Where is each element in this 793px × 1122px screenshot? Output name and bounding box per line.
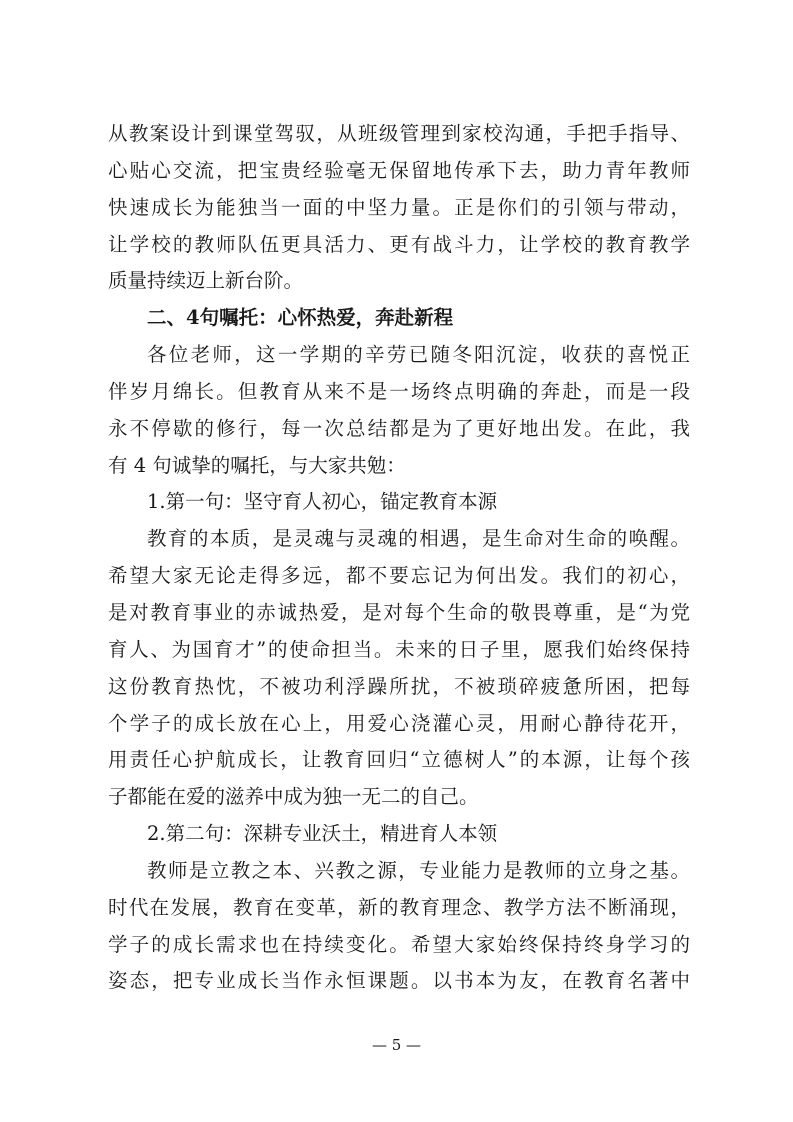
subsection-heading: 1.第一句：坚守育人初心，锚定教育本源: [147, 490, 498, 514]
text-line: 子都能在爱的滋养中成为独一无二的自己。: [108, 785, 479, 809]
text-line: 快速成长为能独当一面的中坚力量。正是你们的引领与带动，: [108, 195, 690, 219]
text-line: 希望大家无论走得多远，都不要忘记为何出发。我们的初心，: [108, 564, 690, 588]
text-line: 姿态，把专业成长当作永恒课题。以书本为友，在教育名著中: [108, 969, 690, 993]
text-line: 育人、为国育才”的使命担当。未来的日子里，愿我们始终保持: [108, 637, 690, 661]
text-line: 有 4 句诚挚的嘱托，与大家共勉：: [108, 453, 406, 477]
text-line: 心贴心交流，把宝贵经验毫无保留地传承下去，助力青年教师: [108, 158, 690, 182]
text-line: 伴岁月绵长。但教育从来不是一场终点明确的奔赴，而是一段: [108, 379, 690, 403]
body-text: [108, 116, 690, 1000]
section-heading: 二、4句嘱托：心怀热爱，奔赴新程: [147, 306, 454, 330]
text-line: 时代在发展，教育在变革，新的教育理念、教学方法不断涌现，: [108, 895, 690, 919]
text-line: 质量持续迈上新台阶。: [108, 269, 304, 293]
text-line: 教师是立教之本、兴教之源，专业能力是教师的立身之基。: [147, 858, 690, 882]
text-line: 学子的成长需求也在持续变化。希望大家始终保持终身学习的: [108, 932, 690, 956]
text-line: 永不停歇的修行，每一次总结都是为了更好地出发。在此，我: [108, 416, 690, 440]
text-line: 让学校的教师队伍更具活力、更有战斗力，让学校的教育教学: [108, 232, 690, 256]
text-line: 从教案设计到课堂驾驭，从班级管理到家校沟通，手把手指导、: [108, 122, 690, 145]
page-number: — 5 —: [371, 1036, 422, 1054]
text-line: 这份教育热忱，不被功利浮躁所扰，不被琐碎疲惫所困，把每: [108, 674, 690, 698]
subsection-heading: 2.第二句：深耕专业沃土，精进育人本领: [147, 822, 498, 846]
text-line: 个学子的成长放在心上，用爱心浇灌心灵，用耐心静待花开，: [108, 711, 690, 735]
text-line: 各位老师，这一学期的辛劳已随冬阳沉淀，收获的喜悦正: [147, 343, 690, 367]
text-line: 用责任心护航成长，让教育回归“立德树人”的本源，让每个孩: [108, 748, 690, 772]
text-line: 教育的本质，是灵魂与灵魂的相遇，是生命对生命的唤醒。: [147, 527, 690, 551]
text-line: 是对教育事业的赤诚热爱，是对每个生命的敬畏尊重，是“为党: [108, 600, 690, 624]
